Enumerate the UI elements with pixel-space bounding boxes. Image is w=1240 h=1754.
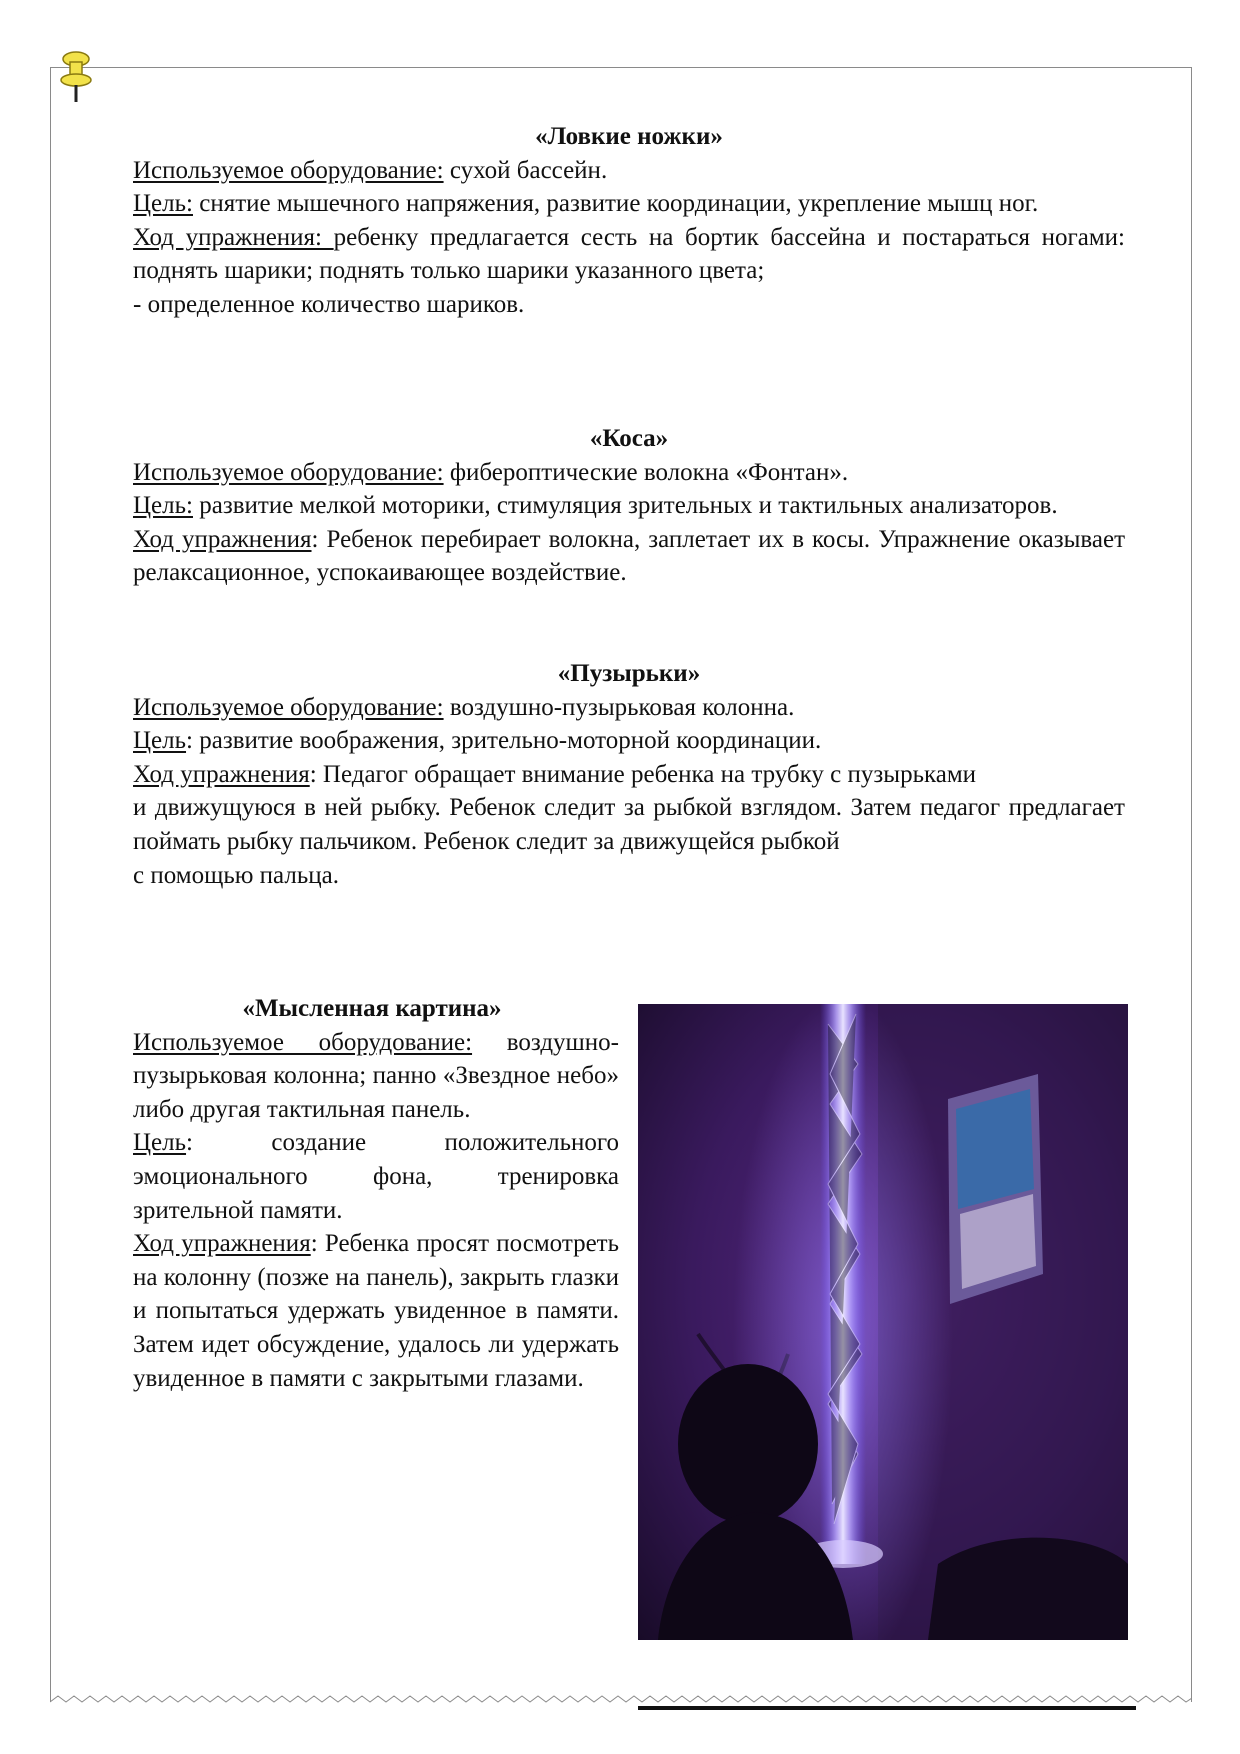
goal-paragraph: [133, 724, 1125, 758]
equipment-text: воздушно-пузырьковая колонна.: [443, 693, 795, 721]
goal-label: Цель: [133, 1129, 187, 1157]
section-title: «Ловкие ножки»: [535, 123, 723, 150]
goal-text: : развитие воображения, зрительно-моторной координации.: [186, 727, 822, 755]
course-label: Ход упражнения: [133, 525, 312, 553]
section-title: «Коса»: [589, 425, 669, 452]
goal-label: Цель:: [133, 190, 193, 218]
course-line-3: с помощью пальца.: [133, 861, 339, 889]
frame-top: [50, 67, 1192, 68]
goal-paragraph: [133, 187, 1125, 221]
course-paragraph: [133, 221, 1125, 288]
course-text: : Педагог обращает внимание ребенка на трубку с пузырьками: [309, 760, 977, 788]
course-paragraph: [133, 758, 1125, 792]
course-paragraph: [133, 523, 1125, 590]
section-puzyrki: [133, 657, 1125, 892]
equipment-label: Используемое оборудование:: [133, 156, 444, 184]
equipment-label: Используемое оборудование:: [133, 693, 444, 721]
goal-text: развитие мелкой моторики, стимуляция зрительных и тактильных анализаторов.: [192, 492, 1058, 520]
goal-paragraph: [133, 1126, 619, 1227]
bottom-rule: [638, 1706, 1136, 1710]
equipment-text: сухой бассейн.: [443, 156, 608, 184]
course-text: : Ребенок перебирает волокна, заплетает их в косы. Упражнение оказывает релаксационное, успокаивающее воздействие.: [133, 525, 1125, 587]
course-line-2: и движущуюся в ней рыбку. Ребенок следит за рыбкой взглядом. Затем педагог предлагает поймать рыбку пальчиком. Ребенок следит за движущейся рыбкой: [133, 794, 1125, 855]
equipment-paragraph: [133, 456, 1125, 490]
equipment-paragraph: [133, 154, 1125, 188]
course-text: ребенку предлагается сесть на бортик бассейна и постараться ногами: поднять шарики; поднять только шарики указанного цвета;: [133, 223, 1126, 285]
section-lovkie-nozhki: [133, 120, 1125, 322]
equipment-label: Используемое оборудование:: [133, 458, 444, 486]
course-paragraph: [133, 1227, 619, 1395]
course-label: Ход упражнения: [133, 760, 310, 788]
course-label: Ход упражнения:: [133, 223, 334, 251]
section-myslennaya-kartina: [133, 992, 619, 1395]
course-extra-line: - определенное количество шариков.: [133, 290, 525, 318]
equipment-paragraph: [133, 691, 1125, 725]
course-label: Ход упражнения: [133, 1230, 311, 1258]
course-text: : Ребенка просят посмотреть на колонну (позже на панель), закрыть глазки и попытаться удержать увиденное в памяти. Затем идет обсуждение, удалось ли удержать увиденное в памяти с закрытыми глазами.: [133, 1230, 620, 1392]
equipment-label: Используемое оборудование:: [133, 1028, 473, 1056]
equipment-paragraph: [133, 1026, 619, 1127]
bubble-column-photo: [638, 1004, 1128, 1640]
goal-label: Цель:: [133, 492, 193, 520]
goal-text: снятие мышечного напряжения, развитие координации, укрепление мышц ног.: [192, 190, 1039, 218]
section-kosa: [133, 422, 1125, 590]
goal-text: : создание положительного эмоционального фона, тренировка зрительной памяти.: [133, 1129, 619, 1224]
wall-calendar: [948, 1074, 1043, 1304]
photo-illustration: [638, 1004, 1128, 1640]
section-title: «Пузырьки»: [557, 660, 701, 687]
frame-left: [50, 67, 51, 1702]
pushpin-icon[interactable]: [56, 50, 96, 106]
section-title: «Мысленная картина»: [242, 995, 502, 1022]
frame-right: [1191, 67, 1192, 1702]
goal-paragraph: [133, 489, 1125, 523]
goal-label: Цель: [133, 727, 187, 755]
equipment-text: воздушно-пузырьковая колонна; панно «Звездное небо» либо другая тактильная панель.: [133, 1028, 619, 1123]
equipment-text: фибероптические волокна «Фонтан».: [443, 458, 849, 486]
